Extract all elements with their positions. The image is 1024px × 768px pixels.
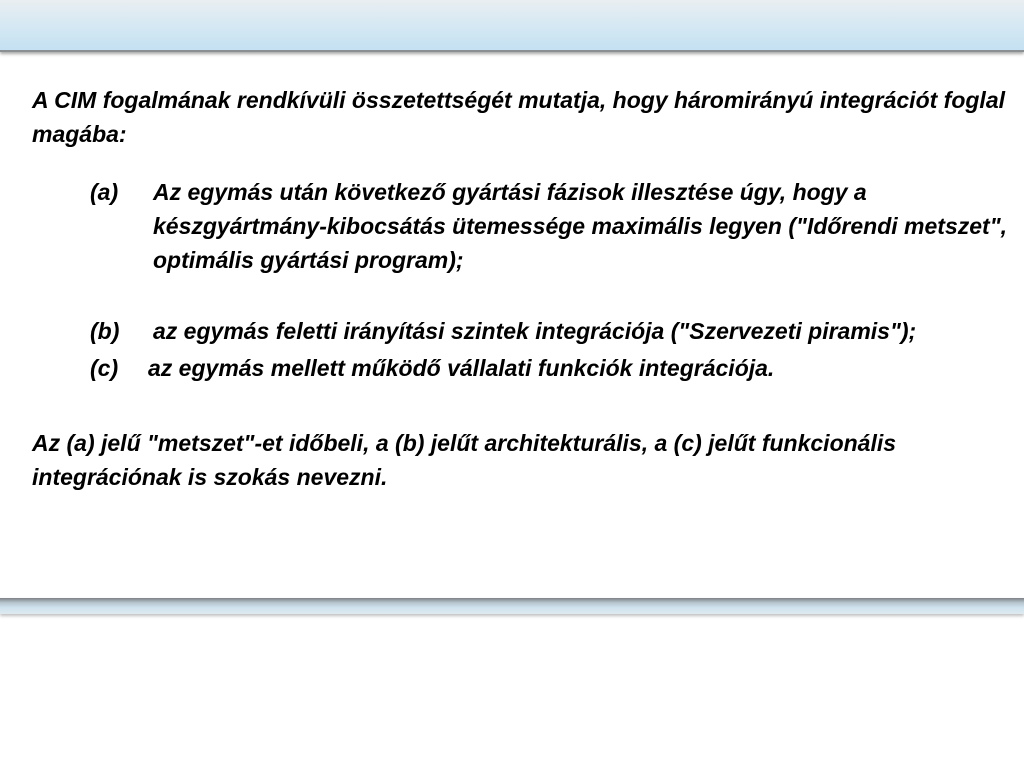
list-text-b: az egymás feletti irányítási szintek integrációja ("Szervezeti piramis"); [153,318,917,344]
slide-content [32,83,1017,494]
top-decorative-band [0,0,1024,52]
intro-paragraph: A CIM fogalmának rendkívüli összetettségét mutatja, hogy háromirányú integrációt foglal magába: [32,87,1005,147]
list-item-c [90,351,1017,385]
summary-paragraph: Az (a) jelű "metszet"-et időbeli, a (b) jelűt architekturális, a (c) jelűt funkcionális integrációnak is szokás nevezni. [32,430,897,490]
list-marker-b: (b) [90,318,120,344]
list-item-a [90,175,1017,277]
list-marker-a: (a) [90,179,119,205]
list-marker-c: (c) [90,355,119,381]
list-text-a: Az egymás után következő gyártási fázisok illesztése úgy, hogy a készgyártmány-kibocsátás ütemessége maximális legyen ("Időrendi metszet", optimális gyártási program); [153,179,1007,273]
integration-list [32,175,1017,385]
list-item-b [90,314,1017,348]
list-text-c: az egymás mellett működő vállalati funkciók integrációja. [148,355,775,381]
bottom-decorative-band [0,598,1024,614]
